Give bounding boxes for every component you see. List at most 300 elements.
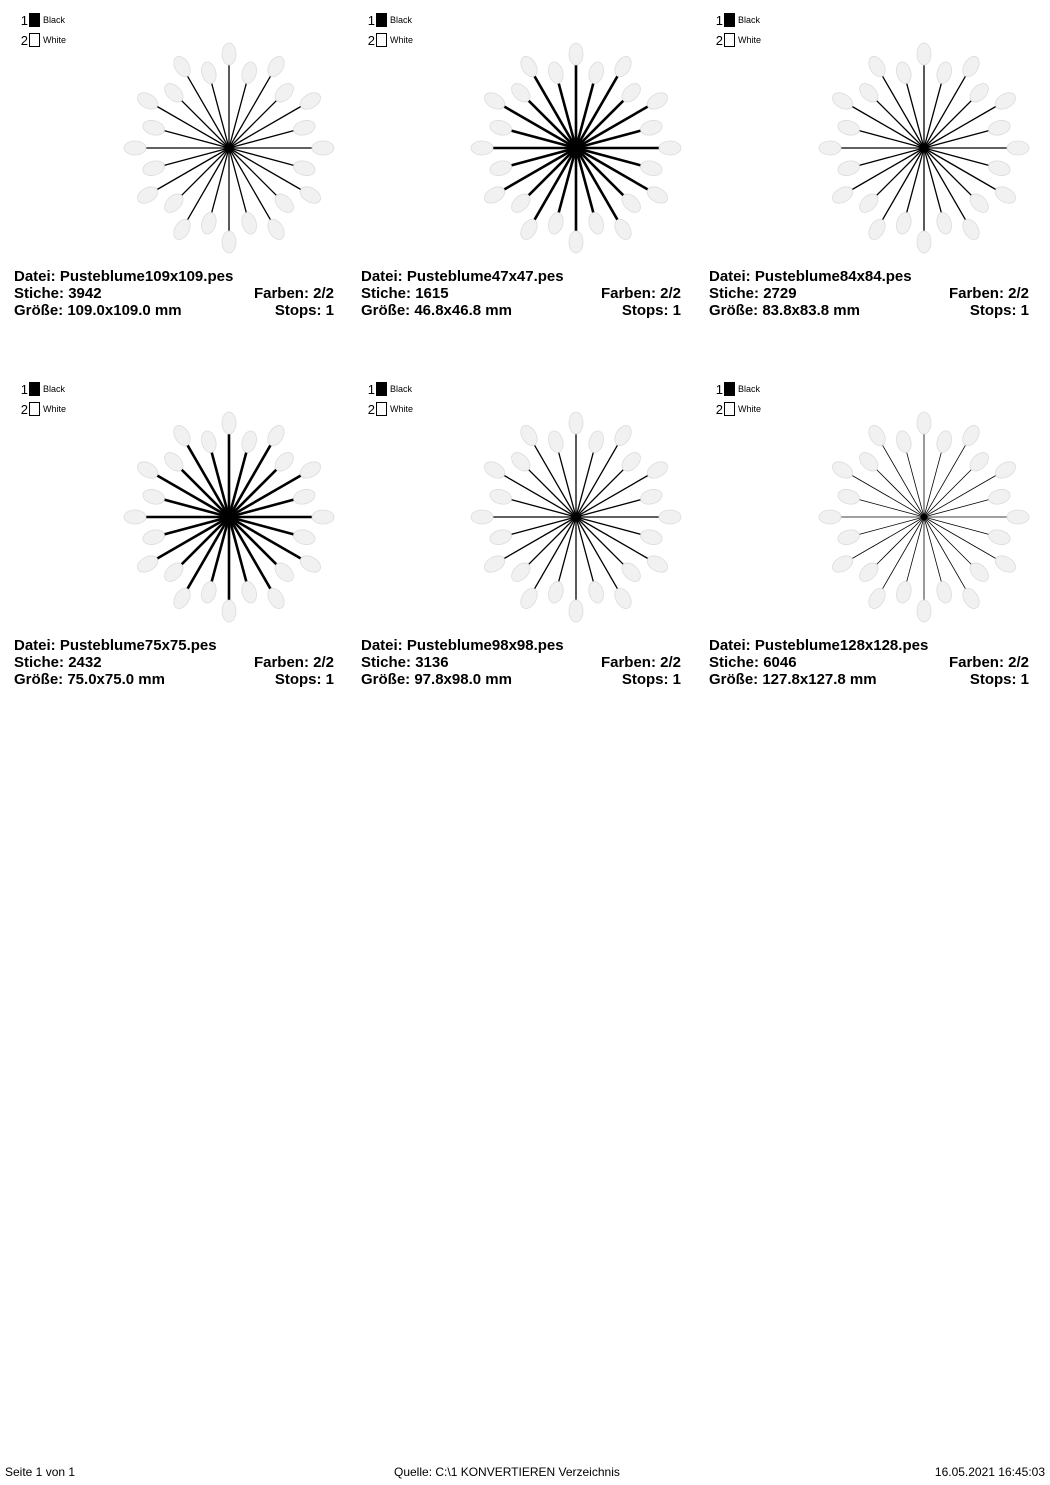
color-swatch-black: [376, 13, 387, 27]
seed-stem: [906, 148, 924, 214]
seed-stem: [858, 499, 924, 517]
seed-tuft: [546, 60, 565, 85]
seed-tuft: [488, 159, 513, 178]
stops-line: [275, 671, 334, 688]
stops-label: Stops:: [969, 302, 1017, 319]
color-number: 1: [20, 381, 28, 397]
seed-tuft: [865, 585, 888, 611]
seed-tuft: [836, 159, 861, 178]
stops-line: [970, 302, 1029, 319]
seed-stem: [924, 130, 990, 148]
seed-stem: [576, 451, 594, 517]
design-info: [709, 637, 1029, 688]
seed-tuft: [569, 231, 583, 253]
color-swatch-white: [29, 402, 40, 416]
stitch-count-line: [709, 285, 797, 302]
seed-tuft: [170, 54, 193, 80]
legend-row-black: [366, 10, 413, 30]
design-card: [709, 369, 1039, 699]
legend-row-black: [19, 10, 66, 30]
seed-tuft: [292, 118, 317, 137]
color-swatch-white: [724, 402, 735, 416]
stops-label: Stops:: [621, 302, 669, 319]
seed-tuft: [987, 487, 1012, 506]
color-legend: [19, 10, 66, 50]
seed-tuft: [222, 231, 236, 253]
seed-stem: [576, 517, 594, 583]
file-label: Datei:: [14, 268, 56, 285]
design-info: [14, 268, 334, 319]
legend-row-black: [366, 379, 413, 399]
seed-tuft: [639, 487, 664, 506]
seed-tuft: [135, 89, 161, 112]
legend-row-white: [714, 30, 761, 50]
seed-tuft: [1007, 141, 1029, 155]
colors-line: [601, 654, 681, 671]
color-number: 1: [715, 381, 723, 397]
seed-tuft: [819, 510, 841, 524]
colors-value: 2/2: [660, 285, 681, 302]
seed-tuft: [240, 429, 259, 454]
seed-tuft: [611, 216, 634, 242]
seed-tuft: [894, 580, 913, 605]
seed-stem: [924, 517, 997, 559]
source-path: Quelle: C:\1 KONVERTIEREN Verzeichnis: [394, 1465, 620, 1479]
color-legend: [714, 10, 761, 50]
seed-tuft: [992, 458, 1018, 481]
color-swatch-white: [376, 33, 387, 47]
seed-stem: [163, 130, 229, 148]
seed-stem: [211, 148, 229, 214]
file-name-line: [361, 268, 564, 285]
stitch-count: 6046: [763, 654, 797, 671]
seed-tuft: [1007, 510, 1029, 524]
color-name: Black: [390, 15, 413, 25]
file-label: Datei:: [709, 268, 751, 285]
color-name: White: [43, 35, 67, 45]
seed-tuft: [240, 211, 259, 236]
seed-tuft: [830, 458, 856, 481]
seed-stem: [229, 148, 247, 214]
seed-stem: [924, 517, 942, 583]
seed-tuft: [569, 412, 583, 434]
stitch-count: 2432: [68, 654, 102, 671]
seed-tuft: [587, 580, 606, 605]
page-number: Seite 1 von 1: [5, 1465, 76, 1479]
dandelion-design-preview: [119, 38, 339, 258]
color-name: White: [390, 404, 414, 414]
flower-center: [570, 142, 582, 154]
seed-tuft: [659, 141, 681, 155]
stitch-count-line: [14, 285, 102, 302]
design-info: [361, 637, 681, 688]
dandelion-design-preview: [119, 407, 339, 627]
seed-stem: [858, 130, 924, 148]
seed-tuft: [894, 429, 913, 454]
seed-tuft: [917, 231, 931, 253]
seed-tuft: [935, 429, 954, 454]
seed-tuft: [836, 528, 861, 547]
stops-line: [275, 302, 334, 319]
seed-stem: [576, 517, 642, 535]
seed-tuft: [644, 458, 670, 481]
seed-tuft: [546, 211, 565, 236]
color-number: 2: [20, 32, 28, 48]
seed-tuft: [135, 183, 161, 206]
design-info: [14, 637, 334, 688]
seed-stem: [211, 82, 229, 148]
seed-tuft: [587, 429, 606, 454]
stitch-count-line: [361, 654, 449, 671]
seed-tuft: [297, 183, 323, 206]
colors-line: [601, 285, 681, 302]
dandelion-design-preview: [814, 38, 1034, 258]
seed-tuft: [222, 412, 236, 434]
color-swatch-black: [724, 13, 735, 27]
seed-tuft: [959, 216, 982, 242]
stitch-label: Stiche:: [709, 654, 760, 671]
seed-tuft: [222, 43, 236, 65]
seed-tuft: [297, 552, 323, 575]
stitch-label: Stiche:: [14, 285, 65, 302]
color-name: Black: [738, 384, 761, 394]
seed-tuft: [482, 552, 508, 575]
seed-tuft: [819, 141, 841, 155]
size-line: [361, 671, 512, 688]
design-card: [361, 369, 691, 699]
file-name: Pusteblume47x47.pes: [406, 268, 564, 285]
seed-stem: [858, 517, 924, 535]
seed-tuft: [836, 118, 861, 137]
legend-row-white: [366, 30, 413, 50]
seed-tuft: [569, 43, 583, 65]
colors-label: Farben:: [948, 285, 1004, 302]
stops-line: [622, 302, 681, 319]
seed-tuft: [992, 183, 1018, 206]
color-swatch-black: [29, 382, 40, 396]
file-name: Pusteblume98x98.pes: [406, 637, 564, 654]
seed-tuft: [830, 552, 856, 575]
seed-tuft: [959, 54, 982, 80]
stops-line: [622, 671, 681, 688]
design-card: [14, 369, 344, 699]
seed-tuft: [170, 423, 193, 449]
stitch-count: 2729: [763, 285, 797, 302]
seed-stem: [510, 499, 576, 517]
file-name-line: [14, 268, 233, 285]
seed-tuft: [611, 585, 634, 611]
color-number: 1: [367, 12, 375, 28]
seed-tuft: [141, 159, 166, 178]
color-swatch-black: [724, 382, 735, 396]
seed-tuft: [264, 54, 287, 80]
file-name: Pusteblume109x109.pes: [59, 268, 234, 285]
color-legend: [19, 379, 66, 419]
dandelion-design-preview: [466, 38, 686, 258]
seed-stem: [924, 82, 942, 148]
seed-tuft: [135, 458, 161, 481]
seed-tuft: [611, 54, 634, 80]
seed-tuft: [639, 528, 664, 547]
seed-tuft: [517, 585, 540, 611]
legend-row-black: [714, 10, 761, 30]
seed-tuft: [830, 89, 856, 112]
color-name: White: [738, 35, 762, 45]
colors-line: [254, 285, 334, 302]
seed-stem: [858, 148, 924, 166]
stitch-label: Stiche:: [361, 285, 412, 302]
size-label: Größe:: [709, 302, 759, 319]
size-value: 97.8x98.0 mm: [414, 671, 512, 688]
stops-value: 1: [672, 671, 681, 688]
seed-tuft: [894, 211, 913, 236]
design-info: [709, 268, 1029, 319]
seed-tuft: [170, 585, 193, 611]
print-datetime: 16.05.2021 16:45:03: [934, 1465, 1045, 1479]
seed-tuft: [471, 141, 493, 155]
seed-tuft: [935, 60, 954, 85]
color-swatch-white: [376, 402, 387, 416]
colors-value: 2/2: [1008, 285, 1029, 302]
color-swatch-white: [29, 33, 40, 47]
color-number: 1: [20, 12, 28, 28]
size-line: [14, 302, 182, 319]
seed-tuft: [865, 54, 888, 80]
seed-tuft: [199, 580, 218, 605]
colors-value: 2/2: [1008, 654, 1029, 671]
seed-stem: [229, 148, 295, 166]
color-name: Black: [390, 384, 413, 394]
file-label: Datei:: [361, 268, 403, 285]
stops-label: Stops:: [969, 671, 1017, 688]
color-number: 1: [715, 12, 723, 28]
seed-tuft: [830, 183, 856, 206]
seed-stem: [510, 517, 576, 535]
seed-tuft: [959, 585, 982, 611]
seed-tuft: [297, 458, 323, 481]
stops-value: 1: [672, 302, 681, 319]
seed-stem: [576, 499, 642, 517]
seed-tuft: [935, 580, 954, 605]
seed-stem: [924, 499, 990, 517]
seed-tuft: [935, 211, 954, 236]
seed-stem: [558, 451, 576, 517]
size-value: 75.0x75.0 mm: [67, 671, 165, 688]
seed-tuft: [264, 216, 287, 242]
seed-tuft: [488, 118, 513, 137]
seed-tuft: [488, 528, 513, 547]
size-label: Größe:: [361, 302, 411, 319]
flower-center: [921, 514, 927, 520]
seed-tuft: [482, 458, 508, 481]
design-card: [14, 0, 344, 330]
seed-stem: [924, 444, 966, 517]
size-value: 109.0x109.0 mm: [67, 302, 182, 319]
seed-tuft: [546, 429, 565, 454]
seed-tuft: [199, 60, 218, 85]
file-name-line: [361, 637, 564, 654]
seed-tuft: [639, 118, 664, 137]
stops-value: 1: [1020, 302, 1029, 319]
seed-tuft: [482, 183, 508, 206]
size-label: Größe:: [709, 671, 759, 688]
seed-tuft: [987, 118, 1012, 137]
seed-tuft: [292, 487, 317, 506]
seed-stem: [229, 82, 247, 148]
stitch-count-line: [14, 654, 102, 671]
colors-line: [949, 654, 1029, 671]
seed-tuft: [482, 89, 508, 112]
seed-tuft: [292, 159, 317, 178]
seed-tuft: [517, 54, 540, 80]
seed-tuft: [292, 528, 317, 547]
stitch-count: 3942: [68, 285, 102, 302]
stitch-count-line: [709, 654, 797, 671]
seed-tuft: [488, 487, 513, 506]
file-label: Datei:: [709, 637, 751, 654]
stitch-label: Stiche:: [709, 285, 760, 302]
seed-tuft: [312, 510, 334, 524]
dandelion-design-preview: [466, 407, 686, 627]
seed-tuft: [865, 423, 888, 449]
seed-tuft: [611, 423, 634, 449]
seed-tuft: [240, 580, 259, 605]
color-number: 1: [367, 381, 375, 397]
color-legend: [714, 379, 761, 419]
seed-tuft: [240, 60, 259, 85]
stops-value: 1: [1020, 671, 1029, 688]
seed-tuft: [170, 216, 193, 242]
seed-stem: [906, 451, 924, 517]
flower-center: [226, 145, 232, 151]
colors-label: Farben:: [253, 285, 309, 302]
colors-line: [254, 654, 334, 671]
size-line: [361, 302, 512, 319]
color-swatch-white: [724, 33, 735, 47]
color-number: 2: [715, 401, 723, 417]
file-name: Pusteblume75x75.pes: [59, 637, 217, 654]
seed-tuft: [587, 60, 606, 85]
flower-center: [921, 145, 927, 151]
seed-tuft: [865, 216, 888, 242]
stitch-count-line: [361, 285, 449, 302]
stops-line: [970, 671, 1029, 688]
seed-tuft: [917, 43, 931, 65]
legend-row-white: [366, 399, 413, 419]
design-card: [361, 0, 691, 330]
seed-tuft: [992, 89, 1018, 112]
seed-tuft: [124, 510, 146, 524]
design-card: [709, 0, 1039, 330]
colors-label: Farben:: [948, 654, 1004, 671]
seed-stem: [924, 517, 990, 535]
seed-tuft: [644, 183, 670, 206]
seed-stem: [906, 82, 924, 148]
seed-tuft: [517, 216, 540, 242]
seed-tuft: [199, 429, 218, 454]
legend-row-black: [714, 379, 761, 399]
seed-stem: [906, 517, 924, 583]
stitch-label: Stiche:: [14, 654, 65, 671]
dandelion-design-preview: [814, 407, 1034, 627]
seed-tuft: [546, 580, 565, 605]
file-label: Datei:: [14, 637, 56, 654]
seed-tuft: [959, 423, 982, 449]
size-label: Größe:: [14, 302, 64, 319]
seed-stem: [851, 475, 924, 517]
seed-tuft: [141, 487, 166, 506]
seed-tuft: [124, 141, 146, 155]
seed-tuft: [517, 423, 540, 449]
seed-stem: [924, 148, 990, 166]
color-name: Black: [43, 15, 66, 25]
size-value: 46.8x46.8 mm: [414, 302, 512, 319]
seed-tuft: [987, 528, 1012, 547]
size-line: [709, 671, 877, 688]
legend-row-white: [714, 399, 761, 419]
seed-tuft: [297, 89, 323, 112]
seed-tuft: [644, 89, 670, 112]
seed-stem: [558, 517, 576, 583]
seed-stem: [882, 517, 924, 590]
seed-tuft: [135, 552, 161, 575]
seed-tuft: [644, 552, 670, 575]
size-label: Größe:: [14, 671, 64, 688]
seed-tuft: [264, 423, 287, 449]
colors-label: Farben:: [600, 285, 656, 302]
color-name: White: [43, 404, 67, 414]
color-swatch-black: [376, 382, 387, 396]
color-number: 2: [367, 401, 375, 417]
color-number: 2: [20, 401, 28, 417]
stops-value: 1: [325, 671, 334, 688]
seed-tuft: [222, 600, 236, 622]
color-name: Black: [738, 15, 761, 25]
file-name: Pusteblume84x84.pes: [754, 268, 912, 285]
seed-stem: [851, 517, 924, 559]
file-label: Datei:: [361, 637, 403, 654]
size-label: Größe:: [361, 671, 411, 688]
seed-tuft: [659, 510, 681, 524]
legend-row-black: [19, 379, 66, 399]
color-number: 2: [715, 32, 723, 48]
seed-tuft: [917, 600, 931, 622]
stops-label: Stops:: [274, 302, 322, 319]
colors-label: Farben:: [253, 654, 309, 671]
color-number: 2: [367, 32, 375, 48]
stitch-count: 1615: [415, 285, 449, 302]
seed-tuft: [471, 510, 493, 524]
seed-tuft: [639, 159, 664, 178]
size-line: [14, 671, 165, 688]
seed-tuft: [199, 211, 218, 236]
seed-tuft: [312, 141, 334, 155]
file-name: Pusteblume128x128.pes: [754, 637, 929, 654]
stops-label: Stops:: [274, 671, 322, 688]
legend-row-white: [19, 30, 66, 50]
seed-tuft: [894, 60, 913, 85]
seed-tuft: [141, 528, 166, 547]
flower-center: [223, 511, 235, 523]
seed-stem: [924, 451, 942, 517]
seed-tuft: [917, 412, 931, 434]
seed-stem: [229, 130, 295, 148]
colors-value: 2/2: [313, 285, 334, 302]
color-name: White: [738, 404, 762, 414]
file-name-line: [709, 268, 912, 285]
seed-tuft: [264, 585, 287, 611]
colors-value: 2/2: [313, 654, 334, 671]
